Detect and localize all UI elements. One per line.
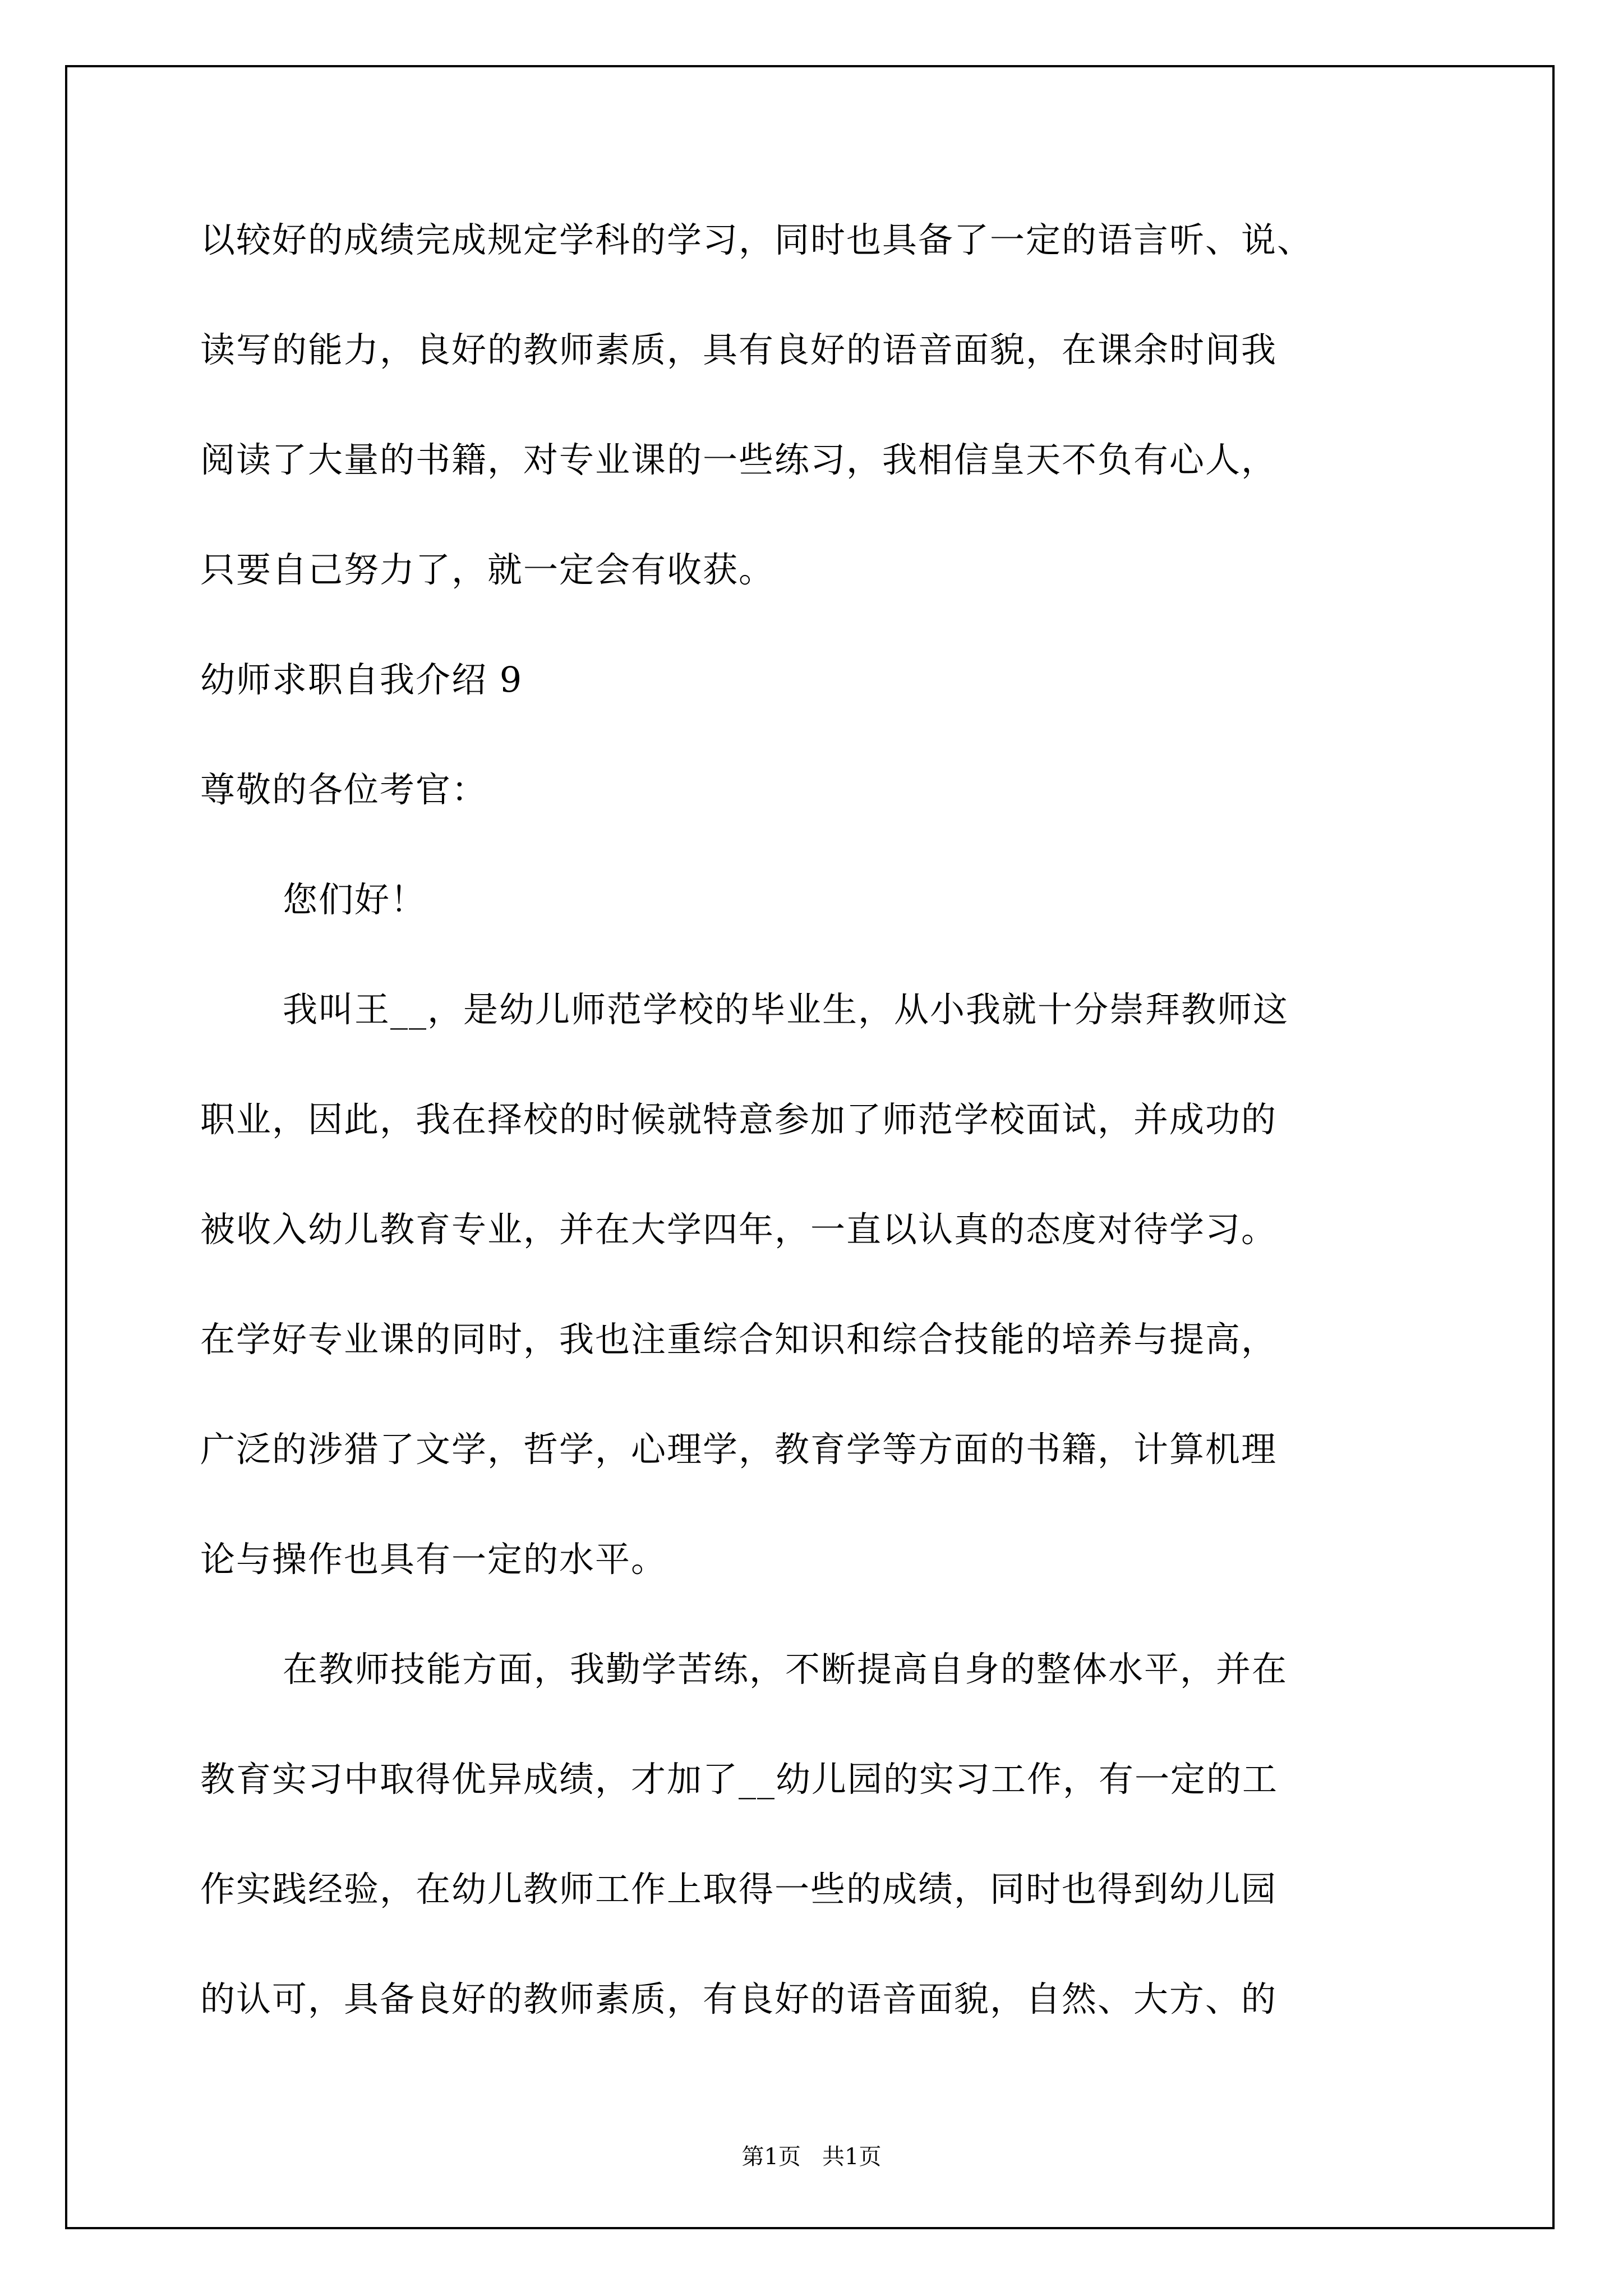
text-line: 阅读了大量的书籍，对专业课的一些练习，我相信皇天不负有心人， (200, 439, 1278, 480)
text-line: 读写的能力，良好的教师素质，具有良好的语音面貌，在课余时间我 (200, 329, 1278, 370)
text-line: 只要自己努力了，就一定会有收获。 (200, 549, 775, 590)
greeting: 您们好！ (283, 879, 427, 920)
text-line: 我叫王__，是幼儿师范学校的毕业生，从小我就十分崇拜教师这 (283, 989, 1289, 1030)
text-line: 职业，因此，我在择校的时候就特意参加了师范学校面试，并成功的 (200, 1099, 1278, 1140)
text-line: 教育实习中取得优异成绩，才加了__幼儿园的实习工作，有一定的工 (200, 1759, 1279, 1800)
page-footer: 第1页 共1页 (741, 2144, 882, 2170)
text-line: 被收入幼儿教育专业，并在大学四年，一直以认真的态度对待学习。 (200, 1209, 1278, 1250)
text-line: 在教师技能方面，我勤学苦练，不断提高自身的整体水平，并在 (283, 1649, 1288, 1690)
text-line: 的认可，具备良好的教师素质，有良好的语音面貌，自然、大方、的 (200, 1978, 1278, 2019)
text-line: 在学好专业课的同时，我也注重综合知识和综合技能的培养与提高， (200, 1319, 1278, 1360)
text-line: 广泛的涉猎了文学，哲学，心理学，教育学等方面的书籍，计算机理 (200, 1429, 1278, 1470)
text-line: 作实践经验，在幼儿教师工作上取得一些的成绩，同时也得到幼儿园 (200, 1869, 1278, 1910)
salutation: 尊敬的各位考官： (200, 769, 488, 810)
text-line: 以较好的成绩完成规定学科的学习，同时也具备了一定的语言听、说、 (200, 219, 1313, 260)
section-heading: 幼师求职自我介绍 9 (200, 659, 523, 700)
text-line: 论与操作也具有一定的水平。 (200, 1539, 667, 1580)
